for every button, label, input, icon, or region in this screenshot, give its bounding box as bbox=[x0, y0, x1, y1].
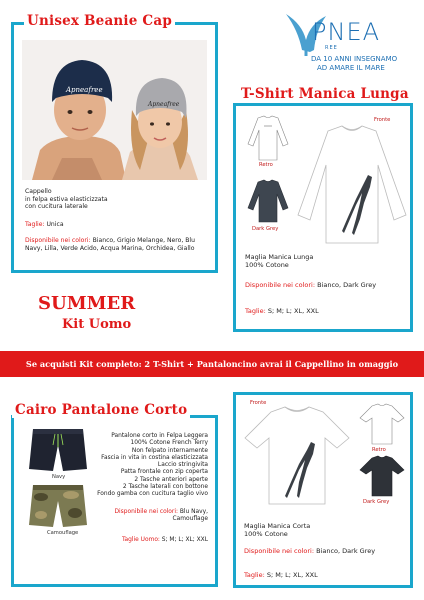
shorts-camo-image bbox=[27, 481, 89, 531]
shortsleeve-retro-label: Retro bbox=[372, 447, 386, 453]
shorts-desc-line: 2 Tasche laterali con bottone bbox=[122, 484, 208, 491]
shortsleeve-desc bbox=[244, 522, 310, 538]
beanie-colors-label: Disponibile nei colori: bbox=[25, 237, 91, 244]
shorts-colors-label: Disponibile nei colori: bbox=[114, 509, 178, 515]
svg-text:Apneafree: Apneafree bbox=[148, 101, 180, 108]
shortsleeve-darkgrey-image bbox=[358, 454, 406, 498]
shortsleeve-retro-image bbox=[358, 402, 406, 446]
longsleeve-darkgrey-label: Dark Grey bbox=[252, 226, 279, 232]
beanie-size-value: Unica bbox=[46, 221, 64, 228]
beanie-colors bbox=[25, 237, 205, 252]
shortsleeve-colors-value: Bianco, Dark Grey bbox=[316, 547, 376, 555]
svg-text:Apneafree: Apneafree bbox=[66, 86, 103, 94]
longsleeve-desc bbox=[245, 253, 313, 269]
logo-tagline-1: DA 10 ANNI INSEGNAMO bbox=[311, 55, 398, 63]
promo-banner: Se acquisti Kit completo: 2 T-Shirt + Pantaloncino avrai il Cappellino in omaggio bbox=[0, 351, 424, 377]
shorts-desc-line: Non felpato internamente bbox=[131, 447, 208, 454]
logo-letter-p: P bbox=[312, 18, 328, 46]
longsleeve-desc-2: 100% Cotone bbox=[245, 261, 289, 269]
logo-sub: REE bbox=[325, 45, 338, 51]
summer-subtitle: Kit Uomo bbox=[62, 317, 132, 332]
shorts-desc-line: 100% Cotone French Terry bbox=[130, 440, 208, 447]
longsleeve-front-label: Fronte bbox=[374, 117, 391, 123]
logo-letter-n: N bbox=[327, 18, 347, 46]
shorts-sizes bbox=[96, 537, 208, 545]
shorts-desc bbox=[96, 433, 208, 499]
shorts-desc-line: Fascia in vita in costina elasticizzata bbox=[101, 454, 208, 461]
longsleeve-darkgrey-image bbox=[246, 178, 290, 224]
beanie-colors-value: Bianco, Grigio Melange, Nero, Blu Navy, Lilla, Verde Acido, Acqua Marina, Orchidea, Giallo bbox=[25, 237, 195, 252]
shorts-desc-line: Pantalone corto in Felpa Leggera bbox=[111, 433, 208, 439]
shortsleeve-desc-1: Maglia Manica Corta bbox=[244, 522, 311, 530]
shorts-desc-line: 2 Tasche anteriori aperte bbox=[134, 476, 208, 483]
shortsleeve-desc-2: 100% Cotone bbox=[244, 530, 288, 538]
shortsleeve-front-label: Fronte bbox=[250, 400, 267, 406]
longsleeve-colors-value: Bianco, Dark Grey bbox=[317, 281, 377, 289]
shorts-desc-line: Fondo gamba con cucitura taglio vivo bbox=[97, 491, 208, 498]
shorts-title: Cairo Pantalone Corto bbox=[12, 402, 190, 418]
beanie-desc-line: con cucitura laterale bbox=[25, 203, 88, 211]
shorts-desc-line: Patta frontale con zip coperta bbox=[120, 469, 208, 476]
beanie-title: Unisex Beanie Cap bbox=[24, 13, 175, 29]
shortsleeve-colors bbox=[244, 547, 404, 555]
shortsleeve-colors-label: Disponibile nei colori: bbox=[244, 547, 315, 555]
shorts-size-value: S; M; L; XL; XXL bbox=[161, 537, 208, 543]
shorts-size-label: Taglie Uomo: bbox=[121, 537, 160, 543]
beanie-size-label: Taglie: bbox=[25, 221, 45, 228]
beanie-photo bbox=[22, 40, 207, 180]
summer-title: SUMMER bbox=[38, 293, 136, 314]
longsleeve-sizes bbox=[245, 308, 319, 316]
longsleeve-size-label: Taglie: bbox=[245, 307, 266, 315]
logo-letter-e: E bbox=[346, 18, 363, 46]
shortsleeve-size-label: Taglie: bbox=[244, 571, 265, 579]
shortsleeve-darkgrey-label: Dark Grey bbox=[363, 499, 390, 505]
shortsleeve-front-image bbox=[241, 404, 353, 508]
logo-letter-a: A bbox=[362, 18, 381, 46]
shorts-desc-line: Laccio stringivita bbox=[157, 462, 208, 469]
beanie-desc-line: in felpa estiva elasticizzata bbox=[25, 195, 108, 203]
beanie-desc bbox=[25, 188, 205, 211]
longsleeve-desc-1: Maglia Manica Lunga bbox=[245, 253, 314, 261]
shorts-colors-value-2: Camouflage bbox=[172, 516, 208, 523]
longsleeve-colors bbox=[245, 281, 405, 289]
shorts-camo-label: Camouflage bbox=[47, 530, 79, 536]
logo-tagline-2: AD AMARE IL MARE bbox=[317, 64, 385, 72]
beanie-desc-line: Cappello bbox=[25, 188, 52, 195]
shorts-colors-value-1: Blu Navy, bbox=[179, 509, 208, 515]
longsleeve-front-image bbox=[294, 123, 410, 247]
shorts-colors bbox=[96, 509, 208, 524]
longsleeve-title: T-Shirt Manica Lunga bbox=[238, 86, 412, 102]
logo-name bbox=[312, 20, 380, 44]
shortsleeve-sizes bbox=[244, 572, 318, 580]
beanie-sizes bbox=[25, 221, 205, 229]
longsleeve-size-value: S; M; L; XL, XXL bbox=[267, 307, 319, 315]
longsleeve-colors-label: Disponibile nei colori: bbox=[245, 281, 316, 289]
shortsleeve-size-value: S; M; L; XL, XXL bbox=[266, 571, 318, 579]
longsleeve-retro-label: Retro bbox=[259, 162, 273, 168]
shorts-navy-image bbox=[27, 425, 89, 475]
shorts-navy-label: Navy bbox=[52, 474, 66, 480]
longsleeve-retro-image bbox=[246, 114, 290, 162]
